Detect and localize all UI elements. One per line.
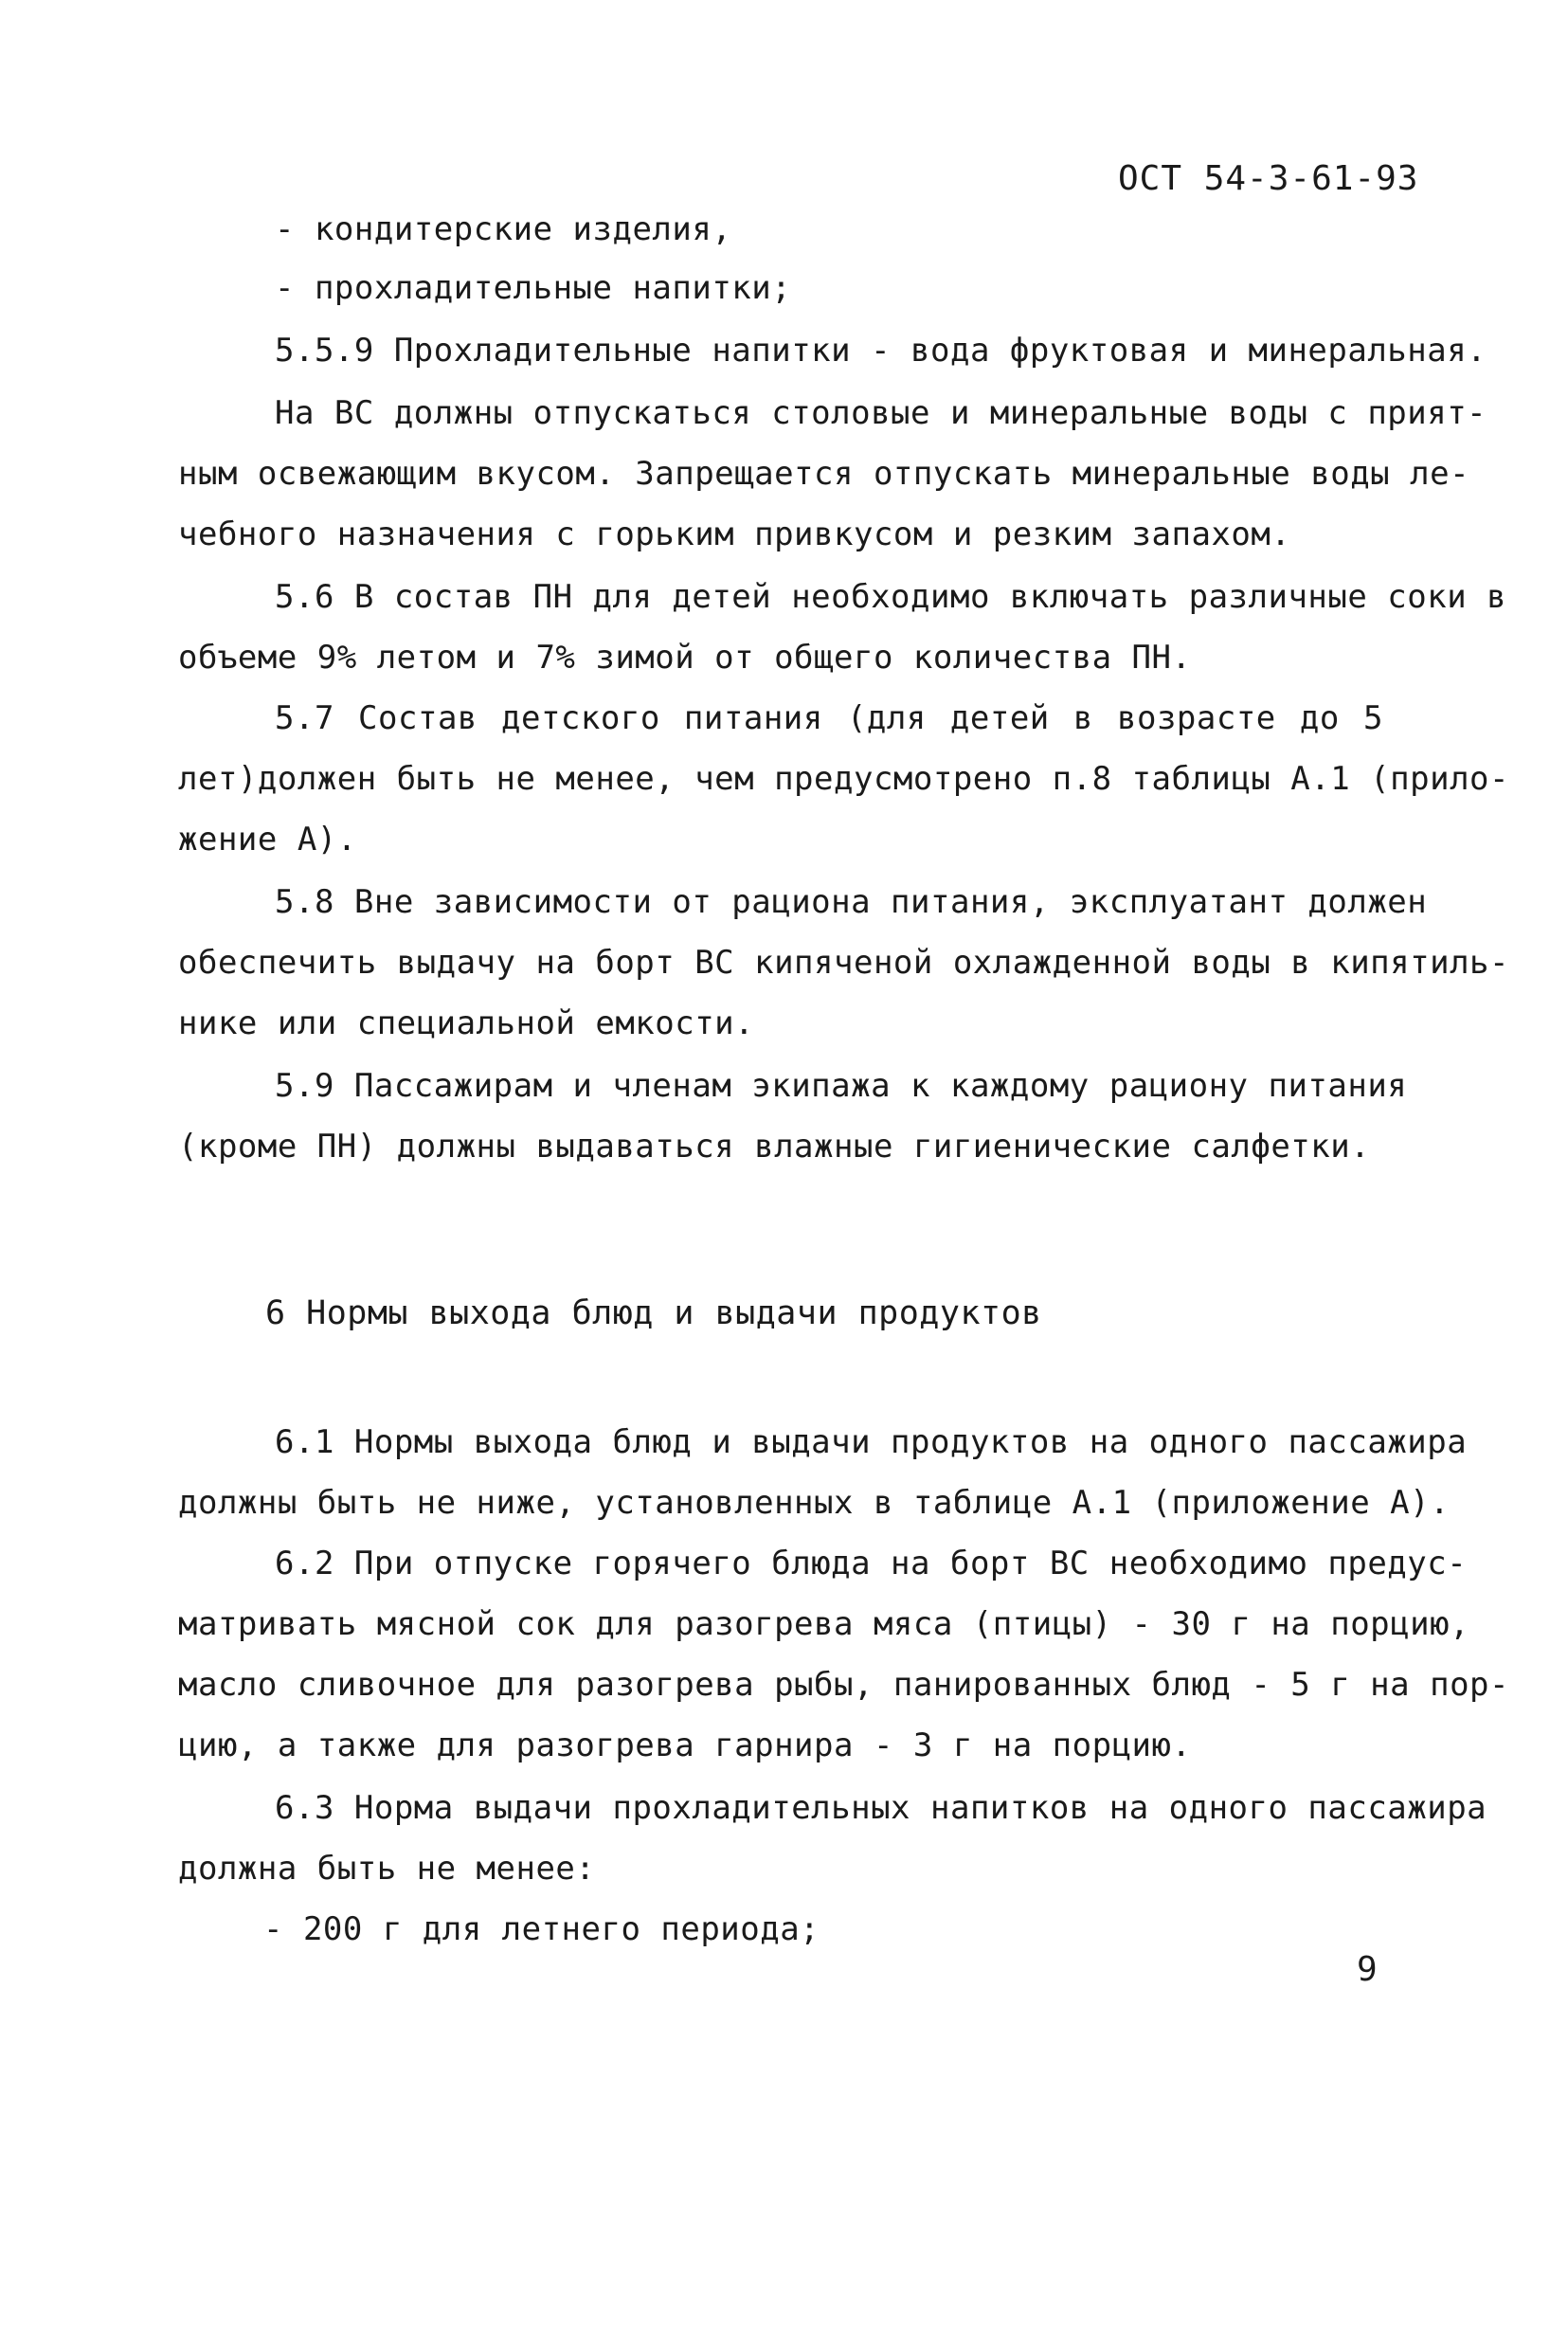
text-line: 5.9 Пассажирам и членам экипажа к каждому рациону питания <box>275 1067 1408 1105</box>
text-line: чебного назначения с горьким привкусом и резким запахом. <box>178 515 1291 553</box>
text-line: 5.6 В состав ПН для детей необходимо включать различные соки в <box>275 578 1507 616</box>
text-line: - кондитерские изделия, <box>275 210 732 248</box>
text-line: (кроме ПН) должны выдаваться влажные гигиенические салфетки. <box>178 1128 1371 1166</box>
text-line: должны быть не ниже, установленных в таблице А.1 (приложение А). <box>178 1484 1451 1522</box>
document-code-header: ОСТ 54-3-61-93 <box>1118 159 1419 198</box>
text-line: 6.3 Норма выдачи прохладительных напитков на одного пассажира <box>275 1789 1487 1827</box>
text-line: - прохладительные напитки; <box>275 269 792 307</box>
text-line: объеме 9% летом и 7% зимой от общего количества ПН. <box>178 639 1192 677</box>
text-line: - 200 г для летнего периода; <box>263 1910 820 1948</box>
text-line: обеспечить выдачу на борт ВС кипяченой охлажденной воды в кипятиль- <box>178 944 1509 982</box>
text-line: 5.5.9 Прохладительные напитки - вода фруктовая и минеральная. <box>275 332 1487 370</box>
section-heading: 6 Нормы выхода блюд и выдачи продуктов <box>265 1294 1042 1332</box>
text-line: 6.1 Нормы выхода блюд и выдачи продуктов на одного пассажира <box>275 1423 1468 1461</box>
text-line: На ВС должны отпускаться столовые и минеральные воды с прият- <box>275 394 1487 432</box>
text-line: 5.7 Состав детского питания (для детей в возрасте до 5 <box>275 699 1383 737</box>
page-number: 9 <box>1357 1950 1378 1989</box>
text-line: масло сливочное для разогрева рыбы, панированных блюд - 5 г на пор- <box>178 1666 1509 1704</box>
text-line: 6.2 При отпуске горячего блюда на борт ВС необходимо предус- <box>275 1545 1468 1582</box>
text-line: цию, а также для разогрева гарнира - 3 г на порцию. <box>178 1726 1192 1764</box>
text-line: лет)должен быть не менее, чем предусмотрено п.8 таблицы А.1 (прило- <box>178 760 1509 798</box>
text-line: нике или специальной емкости. <box>178 1004 755 1042</box>
text-line: матривать мясной сок для разогрева мяса (птицы) - 30 г на порцию, <box>178 1605 1470 1643</box>
text-line: 5.8 Вне зависимости от рациона питания, эксплуатант должен <box>275 883 1428 921</box>
text-line: ным освежающим вкусом. Запрещается отпускать минеральные воды ле- <box>178 455 1470 493</box>
text-line: жение А). <box>178 821 357 859</box>
text-line: должна быть не менее: <box>178 1850 596 1888</box>
